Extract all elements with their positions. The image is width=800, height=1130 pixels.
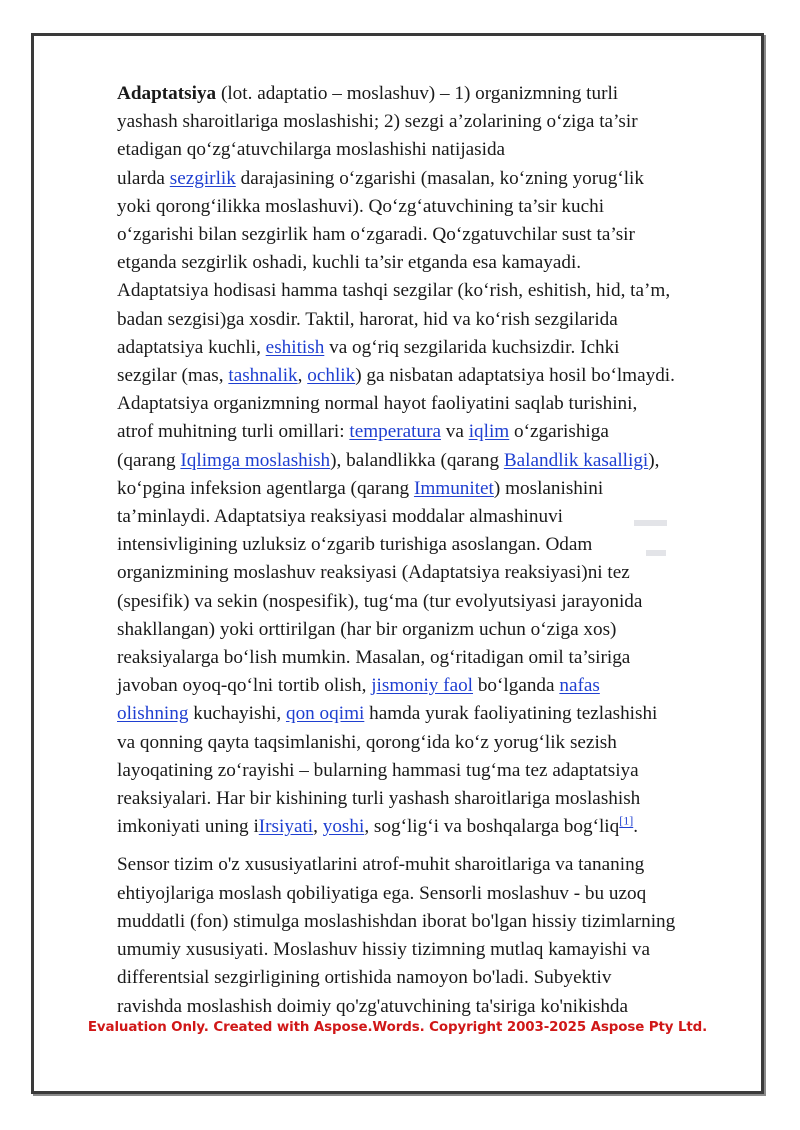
text-line: intensivligining uzluksiz o‘zgarib turishiga asoslangan. Odam (117, 534, 593, 556)
link-balandlik-kasalligi[interactable]: Balandlik kasalligi (503, 449, 649, 471)
link-temperatura[interactable]: temperatura (349, 421, 441, 443)
term-heading: Adaptatsiya (117, 83, 217, 104)
text-line: va qonning qayta taqsimlanishi, qorong‘ida ko‘z yorug‘lik sezish (117, 731, 617, 753)
link-iqlimga-moslashish[interactable]: Iqlimga moslashish (180, 449, 331, 471)
link-immunitet[interactable]: Immunitet (413, 477, 494, 499)
text-line: etganda sezgirlik oshadi, kuchli ta’sir etganda esa kamayadi. (117, 252, 582, 274)
link-sezgirlik[interactable]: sezgirlik (169, 167, 236, 189)
link-irsiyati[interactable]: Irsiyati (258, 816, 314, 838)
text-line: yashash sharoitlariga moslashishi; 2) sezgi a’zolarining o‘ziga ta’sir (117, 111, 638, 133)
text-span: ularda (117, 167, 170, 189)
text-span: ), (648, 449, 660, 471)
text-line (117, 813, 747, 841)
text-line: ehtiyojlariga moslash qobiliyatiga ega. Sensorli moslashuv - bu uzoq (117, 882, 647, 904)
text-line: etadigan qo‘zg‘atuvchilarga moslashishi natijasida (117, 139, 506, 161)
text-line (117, 334, 747, 362)
text-span: (lot. adaptatio – moslashuv) – 1) organizmning turli (216, 83, 619, 104)
link-nafas-olishning-cont[interactable]: olishning (117, 703, 189, 725)
evaluation-watermark-footer: Evaluation Only. Created with Aspose.Words. Copyright 2003-2025 Aspose Pty Ltd. (87, 1020, 708, 1035)
text-line (117, 80, 747, 108)
text-span: , sog‘lig‘i va boshqalarga bog‘liq (364, 816, 620, 838)
text-line: o‘zgarishi bilan sezgirlik ham o‘zgaradi. Qo‘zgatuvchilar sust ta’sir (117, 224, 635, 246)
text-line: Sensor tizim o'z xususiyatlarini atrof-muhit sharoitlariga va tananing (117, 854, 645, 876)
link-iqlim[interactable]: iqlim (468, 421, 510, 443)
text-line: badan sezgisi)ga xosdir. Taktil, harorat, hid va ko‘rish sezgilarida (117, 308, 618, 330)
link-eshitish[interactable]: eshitish (265, 336, 325, 358)
text-line (117, 418, 747, 446)
text-span: . (633, 816, 639, 838)
text-line (117, 672, 747, 700)
link-tashnalik[interactable]: tashnalik (228, 365, 298, 387)
paragraph-adaptatsiya (117, 80, 747, 841)
link-qon-oqimi[interactable]: qon oqimi (285, 703, 365, 725)
text-line: differentsial sezgirligining ortishida namoyon bo'ladi. Subyektiv (117, 967, 612, 989)
text-span: va og‘riq sezgilarida kuchsizdir. Ichki (324, 336, 620, 358)
text-span: darajasining o‘zgarishi (masalan, ko‘zning yorug‘lik (235, 167, 644, 189)
text-span: , (313, 816, 323, 838)
text-span: javoban oyoq-qo‘lni tortib olish, (117, 675, 372, 697)
paragraph-sensor-tizim (117, 851, 747, 1020)
text-line: layoqatining zo‘rayishi – bularning hammasi tug‘ma tez adaptatsiya (117, 759, 639, 781)
text-line (117, 447, 747, 475)
text-line (117, 165, 747, 193)
text-span: kuchayishi, (188, 703, 286, 725)
text-line: yoki qorong‘ilikka moslashuvi). Qo‘zg‘atuvchining ta’sir kuchi (117, 195, 605, 217)
footnote-reference-link[interactable]: [1] (619, 813, 634, 828)
link-ochlik[interactable]: ochlik (307, 365, 356, 387)
text-line: ta’minlaydi. Adaptatsiya reaksiyasi moddalar almashinuvi (117, 506, 563, 528)
text-span: sezgilar (mas, (117, 365, 229, 387)
text-line (117, 362, 747, 390)
selection-artifact (646, 550, 666, 556)
text-span: bo‘lganda (473, 675, 560, 697)
text-line: umumiy xususiyati. Moslashuv hissiy tizimning mutlaq kamayishi va (117, 939, 650, 961)
text-line: reaksiyalari. Har bir kishining turli yashash sharoitlariga moslashish (117, 788, 641, 810)
text-span: hamda yurak faoliyatining tezlashishi (364, 703, 658, 725)
text-span: , (297, 365, 308, 387)
document-page (31, 33, 764, 1094)
text-span: (qarang (117, 449, 181, 471)
text-line: muddatli (fon) stimulga moslashishdan iborat bo'lgan hissiy tizimlarning (117, 910, 676, 932)
text-span: o‘zgarishiga (509, 421, 609, 443)
text-line (117, 475, 747, 503)
text-line: Adaptatsiya organizmning normal hayot faoliyatini saqlab turishini, (117, 393, 638, 415)
link-yoshi[interactable]: yoshi (322, 816, 365, 838)
link-nafas-olishning[interactable]: nafas (559, 675, 600, 697)
text-line: (spesifik) va sekin (nospesifik), tug‘ma (tur evolyutsiyasi jarayonida (117, 590, 643, 612)
selection-artifact (634, 520, 667, 526)
text-line: shakllangan) yoki orttirilgan (har bir organizm uchun o‘ziga xos) (117, 618, 617, 640)
text-line: Adaptatsiya hodisasi hamma tashqi sezgilar (ko‘rish, eshitish, hid, ta’m, (117, 280, 671, 302)
text-line: ravishda moslashish doimiy qo'zg'atuvchining ta'siriga ko'nikishda (117, 995, 629, 1017)
text-span: imkoniyati uning i (117, 816, 259, 838)
text-span: ), balandlikka (qarang (330, 449, 504, 471)
text-span: adaptatsiya kuchli, (117, 336, 266, 358)
text-line (117, 700, 747, 728)
text-span: ) ga nisbatan adaptatsiya hosil bo‘lmaydi. (355, 365, 675, 387)
text-span: ) moslanishini (493, 477, 604, 499)
text-span: ko‘pgina infeksion agentlarga (qarang (117, 477, 414, 499)
text-line: organizmining moslashuv reaksiyasi (Adaptatsiya reaksiyasi)ni tez (117, 562, 630, 584)
text-span: va (440, 421, 469, 443)
link-jismoniy-faol[interactable]: jismoniy faol (371, 675, 474, 697)
text-line: reaksiyalarga bo‘lish mumkin. Masalan, og‘ritadigan omil ta’siriga (117, 647, 631, 669)
text-span: atrof muhitning turli omillari: (117, 421, 350, 443)
